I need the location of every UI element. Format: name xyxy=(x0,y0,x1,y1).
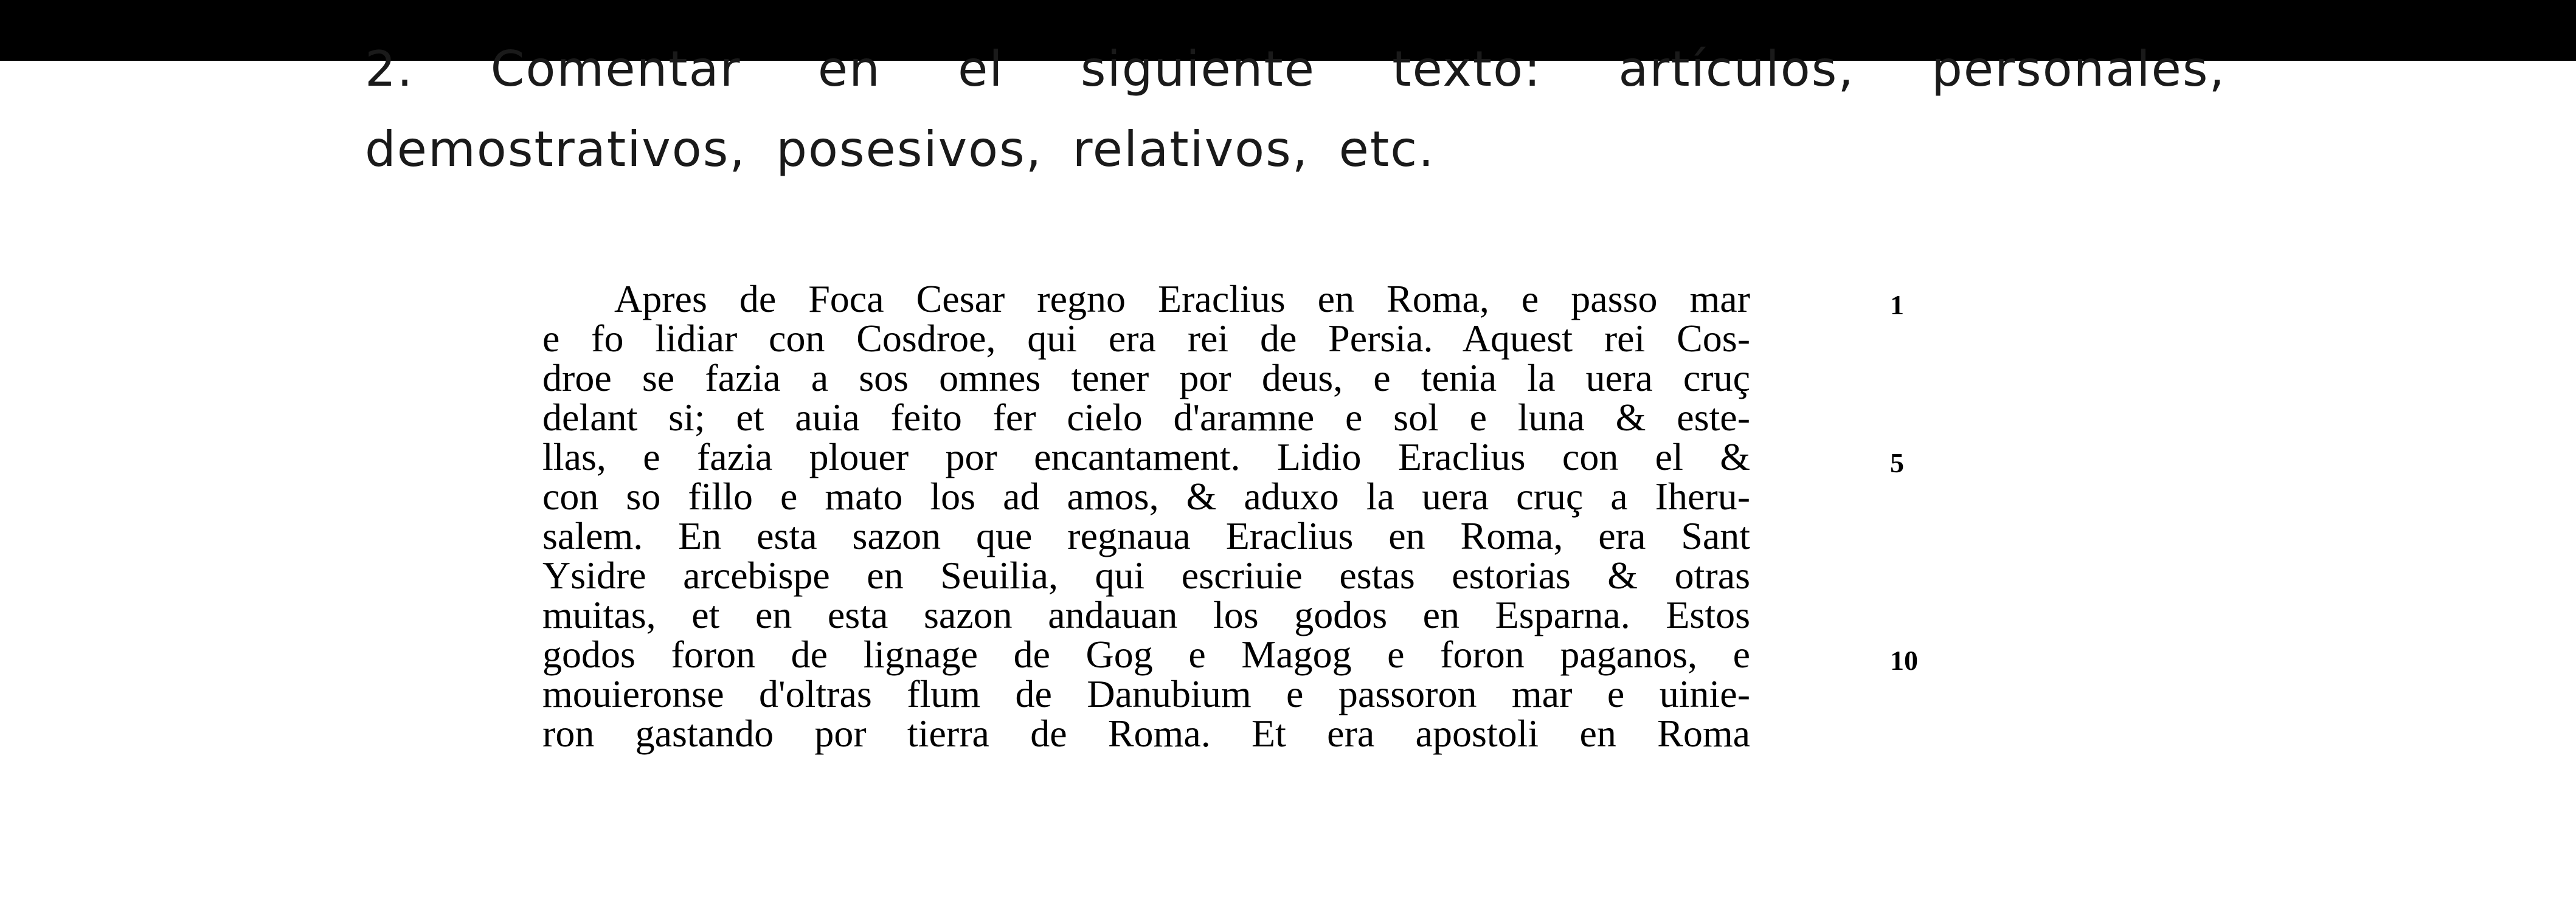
heading-word: texto: xyxy=(1392,41,1542,97)
passage-line: salem. En esta sazon que regnaua Eraclius en Roma, era Sant xyxy=(542,514,1750,557)
medieval-passage xyxy=(542,277,1750,755)
line-number-marker: 5 xyxy=(1890,447,1904,478)
passage-line: Ysidre arcebispe en Seuilia, qui escriuie estas estorias & otras xyxy=(542,554,1750,597)
line-number-marker: 10 xyxy=(1890,645,1918,676)
heading-word: 2. xyxy=(365,41,414,97)
passage-line: e fo lidiar con Cosdroe, qui era rei de Persia. Aquest rei Cos- xyxy=(542,317,1750,360)
passage-line: mouieronse d'oltras flum de Danubium e passoron mar e uinie- xyxy=(542,672,1750,715)
passage-line: droe se fazia a sos omnes tener por deus, e tenia la uera cruç xyxy=(542,356,1750,399)
passage-line: llas, e fazia plouer por encantament. Lidio Eraclius con el & xyxy=(542,435,1750,478)
passage-line: godos foron de lignage de Gog e Magog e foron paganos, e xyxy=(542,633,1750,676)
heading-word: Comentar xyxy=(490,41,741,97)
passage-line: delant si; et auia feito fer cielo d'aramne e sol e luna & este- xyxy=(542,396,1750,439)
exercise-heading-line-1 xyxy=(365,41,2226,97)
passage-line: ron gastando por tierra de Roma. Et era apostoli en Roma xyxy=(542,712,1750,755)
passage-line: Apres de Foca Cesar regno Eraclius en Roma, e passo mar xyxy=(614,277,1750,320)
heading-word: artículos, xyxy=(1618,41,1855,97)
passage-line: con so fillo e mato los ad amos, & aduxo la uera cruç a Iheru- xyxy=(542,475,1750,518)
exercise-heading-line-2: demostrativos, posesivos, relativos, etc. xyxy=(365,121,1435,177)
line-number-marker: 1 xyxy=(1890,289,1904,320)
heading-word: personales, xyxy=(1931,41,2226,97)
passage-line: muitas, et en esta sazon andauan los godos en Esparna. Estos xyxy=(542,593,1750,636)
heading-word: el xyxy=(958,41,1004,97)
heading-word: siguiente xyxy=(1080,41,1315,97)
heading-word: en xyxy=(817,41,881,97)
